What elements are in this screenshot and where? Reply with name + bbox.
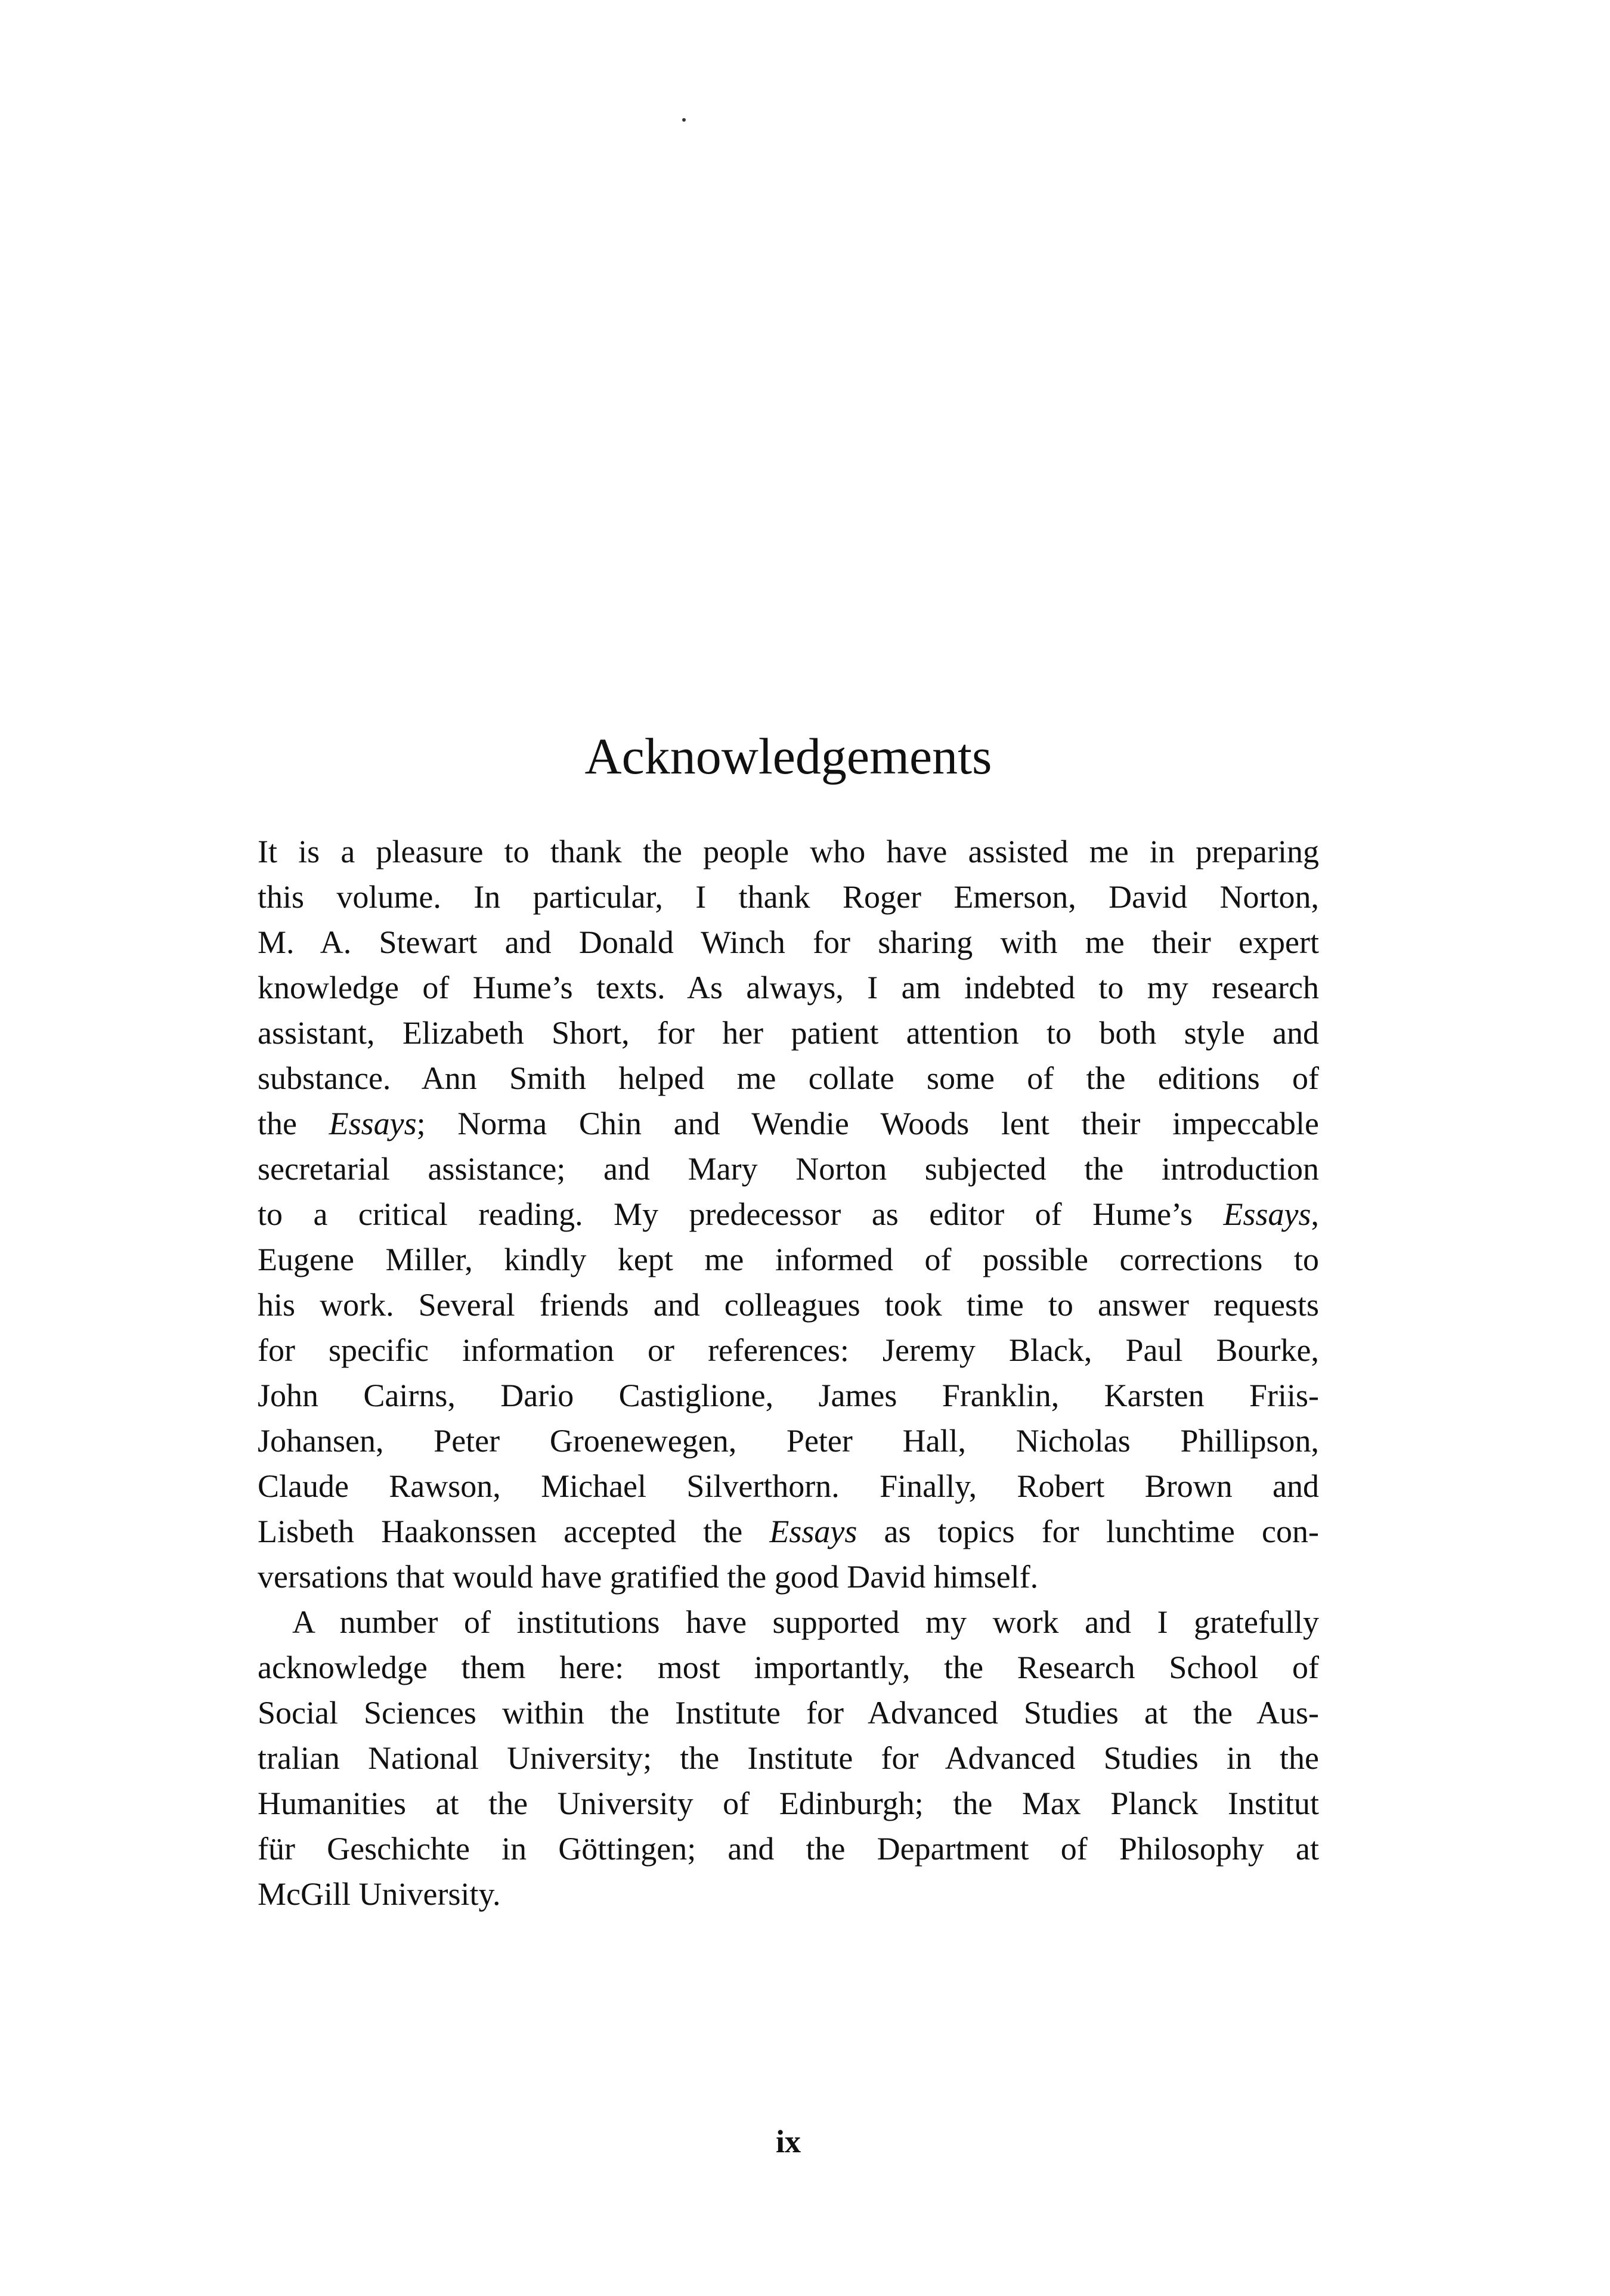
text-line: für Geschichte in Göttingen; and the Department of Philosophy at	[258, 1831, 1319, 1867]
book-title: Essays	[329, 1106, 417, 1141]
text-line: McGill University.	[258, 1876, 501, 1912]
text-line: It is a pleasure to thank the people who have assisted me in preparing	[258, 834, 1319, 869]
text-line: Social Sciences within the Institute for Advanced Studies at the Aus-	[258, 1695, 1319, 1731]
text-line: acknowledge them here: most importantly, the Research School of	[258, 1650, 1319, 1685]
book-title: Essays	[1223, 1196, 1311, 1232]
text-line: substance. Ann Smith helped me collate some of the editions of	[258, 1060, 1319, 1096]
text-line: assistant, Elizabeth Short, for her patient attention to both style and	[258, 1015, 1319, 1051]
text-line: Eugene Miller, kindly kept me informed of possible corrections to	[258, 1242, 1319, 1277]
text-line: his work. Several friends and colleagues took time to answer requests	[258, 1287, 1319, 1323]
text-line: Humanities at the University of Edinburgh; the Max Planck Institut	[258, 1786, 1319, 1821]
text-line: M. A. Stewart and Donald Winch for sharing with me their expert	[258, 924, 1319, 960]
page-number: ix	[775, 2124, 801, 2159]
text-line: this volume. In particular, I thank Roger Emerson, David Norton,	[258, 879, 1319, 915]
body-text	[258, 829, 1319, 1917]
page-title: Acknowledgements	[584, 728, 992, 785]
text-line: for specific information or references: Jeremy Black, Paul Bourke,	[258, 1332, 1319, 1368]
text-line: knowledge of Hume’s texts. As always, I am indebted to my research	[258, 970, 1319, 1005]
paragraph-2	[258, 1599, 1319, 1917]
text-line: John Cairns, Dario Castiglione, James Franklin, Karsten Friis-	[258, 1378, 1319, 1413]
book-title: Essays	[769, 1514, 857, 1549]
text-line: to a critical reading. My predecessor as editor of Hume’s Essays,	[258, 1196, 1319, 1232]
text-line: secretarial assistance; and Mary Norton subjected the introduction	[258, 1151, 1319, 1187]
text-line: tralian National University; the Institute for Advanced Studies in the	[258, 1740, 1319, 1776]
text-line: A number of institutions have supported my work and I gratefully	[292, 1604, 1319, 1640]
text-line: the Essays; Norma Chin and Wendie Woods lent their impeccable	[258, 1106, 1319, 1141]
text-line: Claude Rawson, Michael Silverthorn. Finally, Robert Brown and	[258, 1468, 1319, 1504]
document-page	[258, 0, 1319, 2296]
text-line: Johansen, Peter Groenewegen, Peter Hall, Nicholas Phillipson,	[258, 1423, 1319, 1459]
paragraph-1	[258, 829, 1319, 1599]
text-line: versations that would have gratified the good David himself.	[258, 1559, 1039, 1595]
text-line: Lisbeth Haakonssen accepted the Essays as topics for lunchtime con-	[258, 1514, 1319, 1549]
